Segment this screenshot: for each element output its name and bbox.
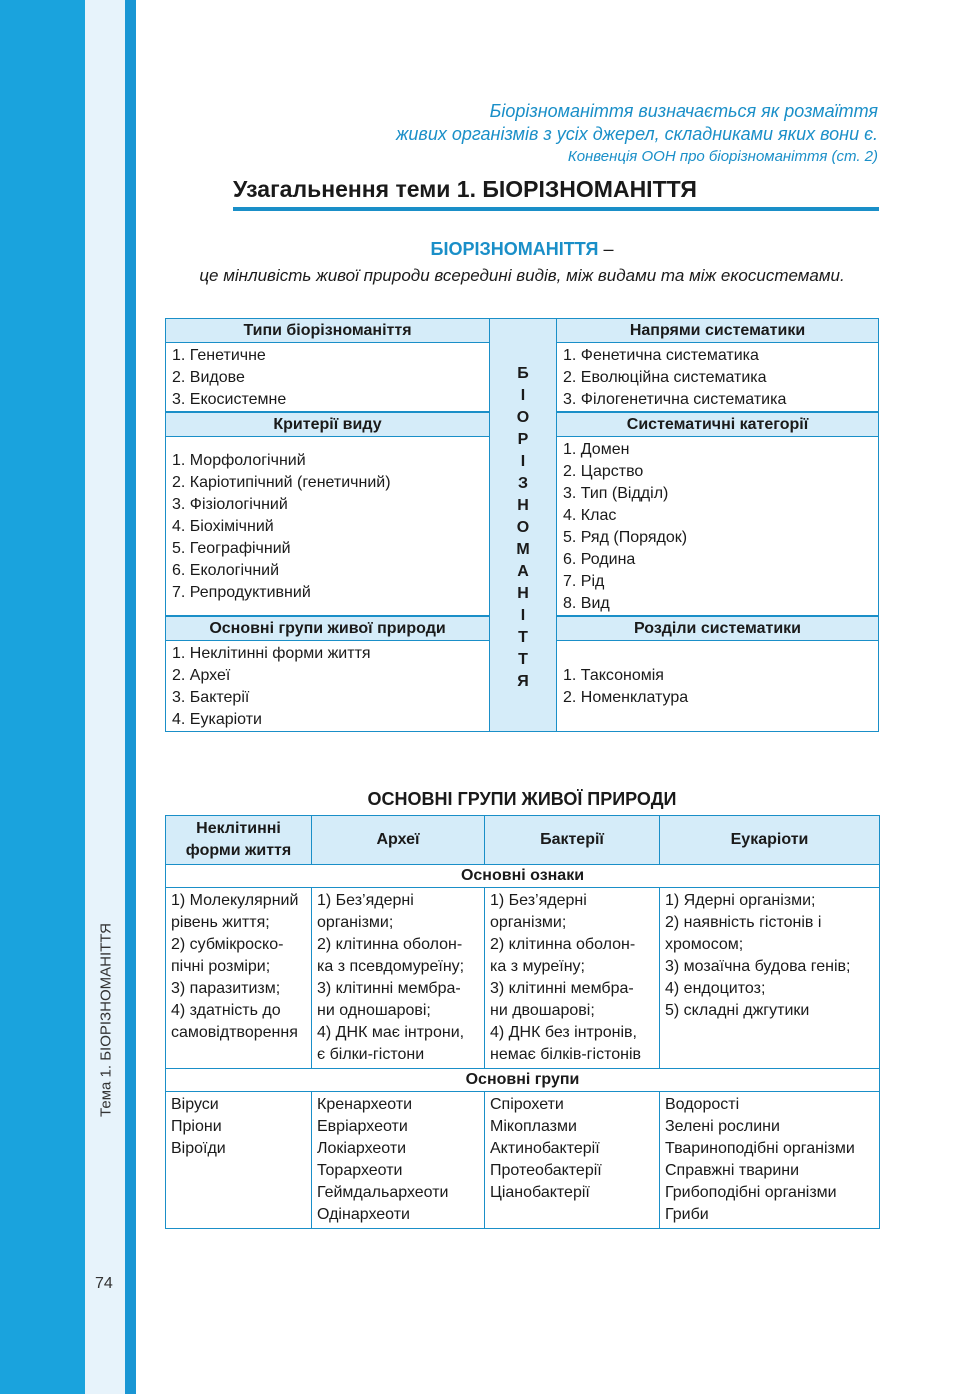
groups-header: Основні групи живої природи (165, 616, 490, 641)
cell-line: Пріони (171, 1118, 222, 1135)
epigraph-line-1: Біорізноманіття визначається як розмаїття (489, 101, 878, 121)
epigraph-line-2: живих організмів з усіх джерел, складниками яких вони є. (396, 124, 878, 144)
cell-line: Одінархеоти (317, 1206, 410, 1223)
cell-line: ни двошарові; (490, 1002, 595, 1019)
cell-line: 3) мозаїчна будова генів; (665, 958, 851, 975)
sections-item: 2. Номенклатура (563, 689, 689, 706)
categories-item: 8. Вид (563, 595, 610, 612)
criteria-box (165, 436, 490, 616)
epigraph-source: Конвенція ООН про біорізноманіття (ст. 2) (567, 148, 878, 165)
types-box (165, 342, 490, 412)
categories-item: 1. Домен (563, 441, 630, 458)
cell-line: 3) клітинні мембра- (317, 980, 461, 997)
cell-line: 4) здатність до (171, 1002, 281, 1019)
cell-line: Ціанобактерії (490, 1184, 590, 1201)
cell-line: 4) ДНК без інтронів, (490, 1024, 637, 1041)
groups-table-header-row (166, 816, 880, 865)
groups-bacteria (485, 1092, 660, 1229)
vertical-letter: Я (517, 673, 529, 690)
cell-line: хромосом; (665, 936, 744, 953)
cell-line: 2) клітинна оболон- (317, 936, 463, 953)
header-nonCellular: Неклітинні форми життя (166, 816, 312, 865)
epigraph (318, 100, 878, 168)
types-item: 1. Генетичне (172, 347, 266, 364)
vertical-letter: Б (517, 365, 529, 382)
groups-table-title: ОСНОВНІ ГРУПИ ЖИВОЇ ПРИРОДИ (367, 789, 677, 809)
cell-line: Грибоподібні організми (665, 1184, 837, 1201)
vertical-letters (490, 363, 556, 693)
cell-line: 1) Без’ядерні (490, 892, 587, 909)
biodiversity-vertical-label (489, 318, 557, 732)
header-eukaryotes: Еукаріоти (660, 816, 880, 865)
vertical-letter: І (520, 453, 526, 470)
cell-line: Евріархеоти (317, 1118, 408, 1135)
cell-line: організми; (490, 914, 567, 931)
cell-line: Справжні тварини (665, 1162, 800, 1179)
vertical-letter: О (516, 519, 530, 536)
cell-line: Гриби (665, 1206, 709, 1223)
groups-box (165, 640, 490, 732)
groups-nonCellular (166, 1092, 312, 1229)
features-archaea (312, 888, 485, 1069)
cell-line: пічні розміри; (171, 958, 271, 975)
cell-line: Локіархеоти (317, 1140, 407, 1157)
cell-line: 3) паразитизм; (171, 980, 281, 997)
criteria-header: Критерії виду (165, 412, 490, 437)
cell-line: 1) Молекулярний (171, 892, 299, 909)
cell-line: організми; (317, 914, 394, 931)
cell-line: ка з псевдомуреїну; (317, 958, 465, 975)
vertical-letter: А (517, 563, 529, 580)
groups-eukaryotes (660, 1092, 880, 1229)
cell-line: Торархеоти (317, 1162, 403, 1179)
categories-box (556, 436, 879, 616)
criteria-item: 3. Фізіологічний (172, 496, 288, 513)
cell-line: немає білків-гістонів (490, 1046, 642, 1063)
criteria-item: 2. Каріотипічний (генетичний) (172, 474, 391, 491)
cell-line: 4) ДНК має інтрони, (317, 1024, 465, 1041)
cell-line: 1) Без’ядерні (317, 892, 414, 909)
cell-line: ка з муреїну; (490, 958, 585, 975)
criteria-item: 7. Репродуктивний (172, 584, 311, 601)
features-bacteria (485, 888, 660, 1069)
cell-line: самовідтворення (171, 1024, 298, 1041)
types-item: 2. Видове (172, 369, 245, 386)
criteria-item: 6. Екологічний (172, 562, 280, 579)
sections-header: Розділи систематики (556, 616, 879, 641)
categories-item: 2. Царство (563, 463, 644, 480)
directions-header: Напрями систематики (556, 318, 879, 343)
types-list (166, 345, 489, 411)
categories-item: 4. Клас (563, 507, 617, 524)
cell-line: Актинобактерії (490, 1140, 600, 1157)
categories-item: 5. Ряд (Порядок) (563, 529, 688, 546)
sections-item: 1. Таксономія (563, 667, 664, 684)
cell-line: Спірохети (490, 1096, 564, 1113)
criteria-item: 5. Географічний (172, 540, 291, 557)
vertical-letter: Т (518, 629, 528, 646)
page-title: Узагальнення теми 1. БІОРІЗНОМАНІТТЯ (233, 176, 879, 211)
side-band (0, 0, 85, 1394)
vertical-letter: Р (517, 431, 529, 448)
header-archaea: Археї (312, 816, 485, 865)
vertical-letter: І (520, 387, 526, 404)
cell-line: 4) ендоцитоз; (665, 980, 766, 997)
criteria-list (166, 450, 489, 604)
cell-line: 1) Ядерні організми; (665, 892, 816, 909)
cell-line: рівень життя; (171, 914, 270, 931)
features-label: Основні ознаки (166, 865, 880, 888)
cell-line: 2) субмікроско- (171, 936, 284, 953)
side-band-pale (85, 0, 125, 1394)
groups-table (165, 815, 880, 1229)
vertical-letter: Н (517, 497, 529, 514)
cell-line: 2) наявність гістонів і (665, 914, 822, 931)
cell-line: Твариноподібні організми (665, 1140, 855, 1157)
features-nonCellular (166, 888, 312, 1069)
vertical-letter: Т (518, 651, 528, 668)
header-bacteria: Бактерії (485, 816, 660, 865)
groups-item: 3. Бактерії (172, 689, 250, 706)
cell-line: Віруси (171, 1096, 219, 1113)
vertical-letter: Н (517, 585, 529, 602)
groups-archaea (312, 1092, 485, 1229)
vertical-letter: М (516, 541, 530, 558)
cell-line: Кренархеоти (317, 1096, 413, 1113)
groups-row (166, 1092, 880, 1229)
sections-list (557, 665, 878, 709)
cell-line: Мікоплазми (490, 1118, 577, 1135)
directions-box (556, 342, 879, 412)
types-item: 3. Екосистемне (172, 391, 287, 408)
cell-line: 5) складні джгутики (665, 1002, 810, 1019)
sections-box (556, 640, 879, 732)
chapter-side-label: Тема 1. БІОРІЗНОМАНІТТЯ (97, 923, 115, 1117)
cell-line: 2) клітинна оболон- (490, 936, 636, 953)
definition-text: це мінливість живої природи всередині видів, між видами та між екосистемами. (199, 266, 845, 285)
cell-line: 3) клітинні мембра- (490, 980, 634, 997)
groups-label-row (166, 1069, 880, 1092)
vertical-letter: З (517, 475, 529, 492)
cell-line: Протеобактерії (490, 1162, 602, 1179)
groups-item: 4. Еукаріоти (172, 711, 262, 728)
definition-dash: – (598, 239, 614, 259)
groups-item: 2. Археї (172, 667, 231, 684)
criteria-item: 4. Біохімічний (172, 518, 274, 535)
categories-header: Систематичні категорії (556, 412, 879, 437)
criteria-item: 1. Морфологічний (172, 452, 306, 469)
directions-item: 1. Фенетична систематика (563, 347, 759, 364)
cell-line: ни одношарові; (317, 1002, 431, 1019)
groups-label: Основні групи (166, 1069, 880, 1092)
categories-item: 7. Рід (563, 573, 605, 590)
directions-item: 3. Філогенетична систематика (563, 391, 787, 408)
cell-line: Водорості (665, 1096, 740, 1113)
groups-item: 1. Неклітинні форми життя (172, 645, 371, 662)
categories-item: 3. Тип (Відділ) (563, 485, 669, 502)
features-label-row (166, 865, 880, 888)
features-row (166, 888, 880, 1069)
page-number: 74 (95, 1275, 113, 1292)
groups-list (166, 643, 489, 731)
vertical-letter: І (520, 607, 526, 624)
cell-line: Зелені рослини (665, 1118, 780, 1135)
types-header: Типи біорізноманіття (165, 318, 490, 343)
categories-list (557, 439, 878, 615)
directions-list (557, 345, 878, 411)
cell-line: є білки-гістони (317, 1046, 425, 1063)
cell-line: Віроїди (171, 1140, 226, 1157)
definition-term (165, 239, 879, 260)
features-eukaryotes (660, 888, 880, 1069)
directions-item: 2. Еволюційна систематика (563, 369, 767, 386)
vertical-letter: О (516, 409, 530, 426)
side-band-dark (125, 0, 136, 1394)
categories-item: 6. Родина (563, 551, 636, 568)
definition-term-word: БІОРІЗНОМАНІТТЯ (430, 239, 599, 259)
cell-line: Геймдальархеоти (317, 1184, 449, 1201)
